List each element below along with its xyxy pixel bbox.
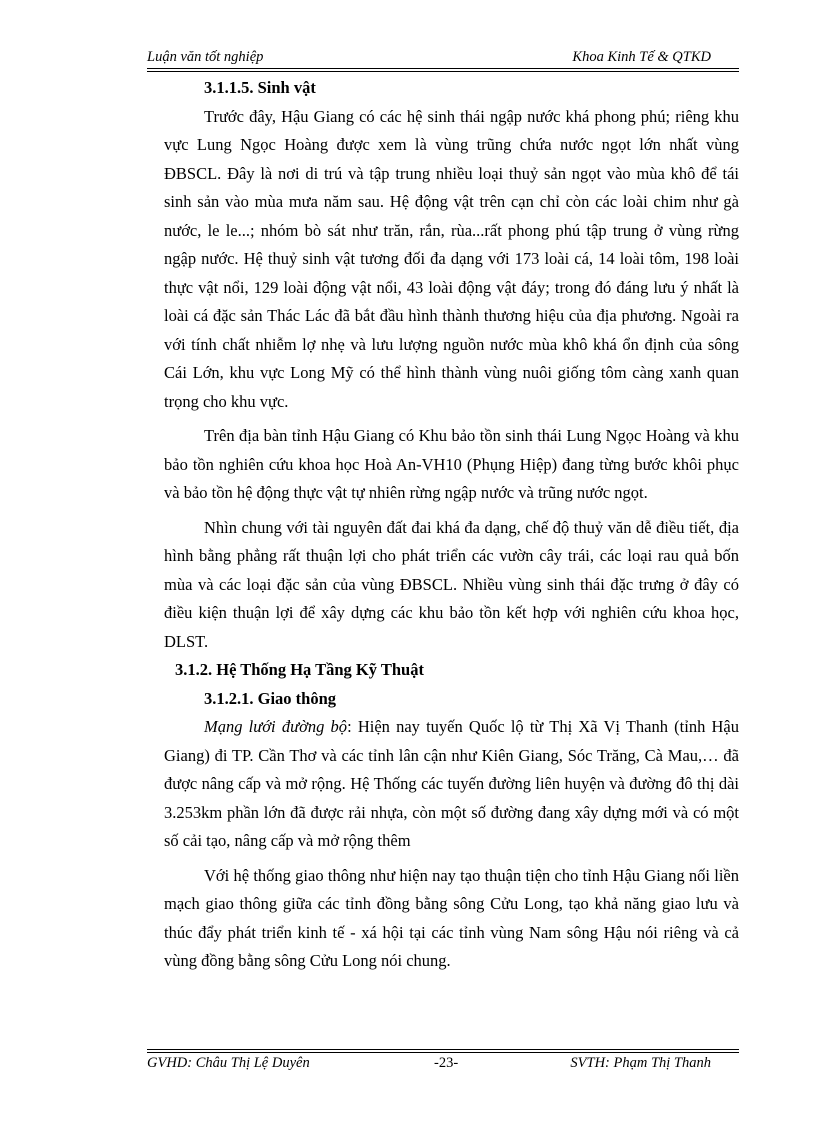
road-network-label: Mạng lưới đường bộ <box>204 717 348 736</box>
header-faculty-label: Khoa Kinh Tế & QTKD <box>572 49 711 65</box>
paragraph: Với hệ thống giao thông như hiện nay tạo thuận tiện cho tỉnh Hậu Giang nối liền mạch giao thông giữa các tỉnh đồng bằng sông Cửu Long, tạo khả năng giao lưu và thúc đẩy phát triển kinh tế - xá hội tại các tỉnh vùng Nam sông Hậu nói riêng và cả vùng đồng bằng sông Cửu Long nói chung. <box>164 865 739 970</box>
section-heading-ha-tang: 3.1.2. Hệ Thống Hạ Tầng Kỹ Thuật <box>175 660 424 679</box>
paragraph <box>164 713 739 856</box>
paragraph: Nhìn chung với tài nguyên đất đai khá đa dạng, chế độ thuỷ văn dễ điều tiết, địa hình bằng phẳng rất thuận lợi cho phát triển các vườn cây trái, các loại rau quả bốn mùa và các loại đặc sản của vùng ĐBSCL. Nhiều vùng sinh thái đặc trưng ở đây có điều kiện thuận lợi để xây dựng các khu bảo tồn kết hợp với nghiên cứu khoa học, DLST. <box>164 517 739 651</box>
section-heading-sinh-vat: 3.1.1.5. Sinh vật <box>204 78 316 97</box>
header-rule-top <box>147 68 739 69</box>
paragraph: Trên địa bàn tỉnh Hậu Giang có Khu bảo tồn sinh thái Lung Ngọc Hoàng và khu bảo tồn nghiên cứu khoa học Hoà An-VH10 (Phụng Hiệp) đang từng bước khôi phục và bảo tồn hệ động thực vật tự nhiên rừng ngập nước và trũng nước ngọt. <box>164 426 739 502</box>
page-number: -23- <box>434 1055 459 1071</box>
document-body <box>164 74 739 976</box>
footer-student: SVTH: Phạm Thị Thanh <box>570 1055 711 1071</box>
road-network-text: : Hiện nay tuyến Quốc lộ từ Thị Xã Vị Thanh (tỉnh Hậu Giang) đi TP. Cần Thơ và các tỉnh lân cận như Kiên Giang, Sóc Trăng, Cà Mau,… đã được nâng cấp và mở rộng. Hệ Thống các tuyến đường liên huyện và đường đô thị dài 3.253km phần lớn đã được rải nhựa, còn một số đường đang xây dựng mới và có một số cải tạo, nâng cấp và mở rộng thêm <box>164 717 739 850</box>
page-header <box>147 47 739 69</box>
section-heading-giao-thong: 3.1.2.1. Giao thông <box>204 688 337 708</box>
paragraph: Trước đây, Hậu Giang có các hệ sinh thái ngập nước khá phong phú; riêng khu vực Lung Ngọc Hoàng được xem là vùng trũng chứa nước ngọt lớn nhất vùng ĐBSCL. Đây là nơi di trú và tập trung nhiều loại thuỷ sản ngọt vào mùa khô để tái sinh sản vào mùa mưa năm sau. Hệ động vật trên cạn chỉ còn các loài chim như gà nước, le le...; nhóm bò sát như trăn, rắn, rùa...rất phong phú tập trung ở vùng rừng ngập nước. Hệ thuỷ sinh vật tương đối đa dạng với 173 loài cá, 14 loài tôm, 198 loài thực vật nổi, 129 loài động vật nổi, 43 loài động vật đáy; trong đó đáng lưu ý nhất là loài cá đặc sản Thác Lác đã bắt đầu hình thành thương hiệu của địa phương. Ngoài ra với tính chất nhiễm lợ nhẹ và lưu lượng nguồn nước mùa khô khá ổn định của sông Cái Lớn, khu vực Long Mỹ có thể hình thành vùng nuôi giống tôm càng xanh quan trọng cho khu vực. <box>164 106 739 411</box>
footer-advisor: GVHD: Châu Thị Lệ Duyên <box>147 1055 310 1071</box>
footer-rule-top <box>147 1049 739 1050</box>
footer-rule-bottom <box>147 1052 739 1053</box>
header-thesis-label: Luận văn tốt nghiệp <box>147 49 264 65</box>
header-rule-bottom <box>147 71 739 72</box>
